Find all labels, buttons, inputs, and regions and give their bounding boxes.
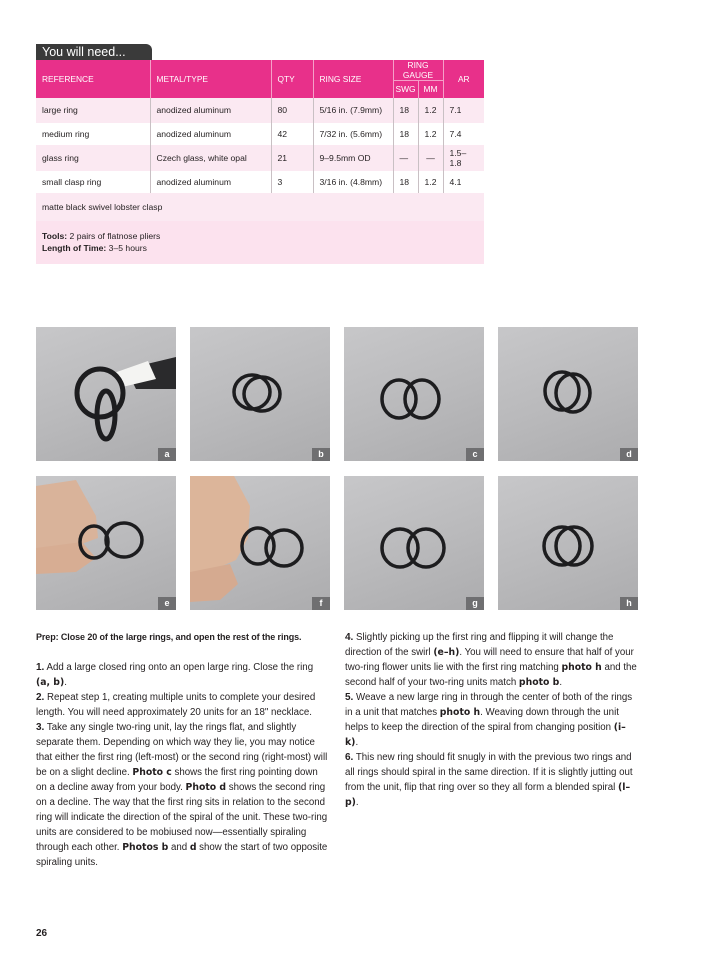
step-3: 3. Take any single two-ring unit, lay the rings flat, and slightly separate them. Depending on which way they lie, you may notice that either the first ring (left-most) or the second ring (right-most) will be on a slight decline. Photo c shows the first ring pointing down on a decline away from your body. Photo d shows the second ring on a decline. The way that the first ring sits in relation to the second ring will indicate the direction of the spiral of the unit. These two-ring units are considered to be mobiused now—essentially spiraling through each other. Photos b and d show the start of two opposite spiraling units. xyxy=(36,722,328,868)
tools-row xyxy=(36,221,484,264)
time-label: Length of Time: xyxy=(42,243,107,253)
photo-label: b xyxy=(312,448,330,461)
header-metal-type: METAL/TYPE xyxy=(150,60,271,98)
table-row xyxy=(36,193,484,221)
step-4: 4. Slightly picking up the first ring and flipping it will change the direction of the swirl (e–h). You will need to ensure that half of your two-ring flower units lie with the first ring matching photo h and the second half of your two-ring units match photo b. xyxy=(345,632,637,688)
cell-size: 9–9.5mm OD xyxy=(313,145,393,171)
header-ar: AR xyxy=(443,60,484,98)
cell-metal: anodized aluminum xyxy=(150,98,271,123)
cell-clasp: matte black swivel lobster clasp xyxy=(36,193,484,221)
cell-mm: 1.2 xyxy=(418,171,443,193)
cell-ar: 1.5– 1.8 xyxy=(443,145,484,171)
cell-swg: 18 xyxy=(393,98,418,123)
cell-mm: 1.2 xyxy=(418,123,443,145)
cell-qty: 42 xyxy=(271,123,313,145)
table-row xyxy=(36,123,484,145)
photo-label: e xyxy=(158,597,176,610)
cell-size: 3/16 in. (4.8mm) xyxy=(313,171,393,193)
cell-mm: 1.2 xyxy=(418,98,443,123)
photo-c xyxy=(344,327,484,461)
photo-label: f xyxy=(312,597,330,610)
time-value: 3–5 hours xyxy=(106,243,147,253)
cell-reference: glass ring xyxy=(36,145,150,171)
instructions-right-column xyxy=(345,630,637,810)
header-reference: REFERENCE xyxy=(36,60,150,98)
cell-qty: 3 xyxy=(271,171,313,193)
cell-reference: large ring xyxy=(36,98,150,123)
cell-swg: 18 xyxy=(393,123,418,145)
step-6: 6. This new ring should fit snugly in with the previous two rings and all rings should spiral in the same direction. If it is slightly jutting out from the unit, flip that ring over so they all form a blended spiral (l–p). xyxy=(345,752,633,808)
photo-a xyxy=(36,327,176,461)
prep-note: Prep: Close 20 of the large rings, and open the rest of the rings. xyxy=(36,632,302,642)
photo-label: h xyxy=(620,597,638,610)
photo-label: g xyxy=(466,597,484,610)
step-1: 1. Add a large closed ring onto an open large ring. Close the ring (a, b). xyxy=(36,662,314,688)
cell-qty: 21 xyxy=(271,145,313,171)
cell-metal: anodized aluminum xyxy=(150,171,271,193)
header-mm: MM xyxy=(418,81,443,98)
step-5: 5. Weave a new large ring in through the center of both of the rings in a unit that matches photo h. Weaving down through the unit helps to keep the direction of the spiral from changing position (i–k). xyxy=(345,692,633,748)
cell-size: 5/16 in. (7.9mm) xyxy=(313,98,393,123)
cell-qty: 80 xyxy=(271,98,313,123)
tools-cell xyxy=(36,221,484,264)
step-2: 2. Repeat step 1, creating multiple units to complete your desired length. You will need approximately 20 units for an 18" necklace. xyxy=(36,692,316,718)
header-qty: QTY xyxy=(271,60,313,98)
table-row xyxy=(36,145,484,171)
photo-e xyxy=(36,476,176,610)
photo-label: c xyxy=(466,448,484,461)
page-number: 26 xyxy=(36,928,48,939)
tools-value: 2 pairs of flatnose pliers xyxy=(67,231,161,241)
photo-g xyxy=(344,476,484,610)
cell-ar: 4.1 xyxy=(443,171,484,193)
table-row xyxy=(36,98,484,123)
header-ring-gauge: RING GAUGE xyxy=(393,60,443,81)
cell-metal: Czech glass, white opal xyxy=(150,145,271,171)
cell-ar: 7.1 xyxy=(443,98,484,123)
header-ring-size: RING SIZE xyxy=(313,60,393,98)
photo-b xyxy=(190,327,330,461)
cell-size: 7/32 in. (5.6mm) xyxy=(313,123,393,145)
tools-label: Tools: xyxy=(42,231,68,241)
cell-reference: small clasp ring xyxy=(36,171,150,193)
materials-table xyxy=(36,60,484,264)
cell-metal: anodized aluminum xyxy=(150,123,271,145)
materials-heading: You will need... xyxy=(36,44,152,60)
cell-mm: — xyxy=(418,145,443,171)
photo-d xyxy=(498,327,638,461)
photo-label: d xyxy=(620,448,638,461)
cell-ar: 7.4 xyxy=(443,123,484,145)
photo-label: a xyxy=(158,448,176,461)
photo-f xyxy=(190,476,330,610)
header-swg: SWG xyxy=(393,81,418,98)
photo-h xyxy=(498,476,638,610)
cell-swg: 18 xyxy=(393,171,418,193)
cell-swg: — xyxy=(393,145,418,171)
cell-reference: medium ring xyxy=(36,123,150,145)
instructions-left-column xyxy=(36,630,328,870)
table-row xyxy=(36,171,484,193)
